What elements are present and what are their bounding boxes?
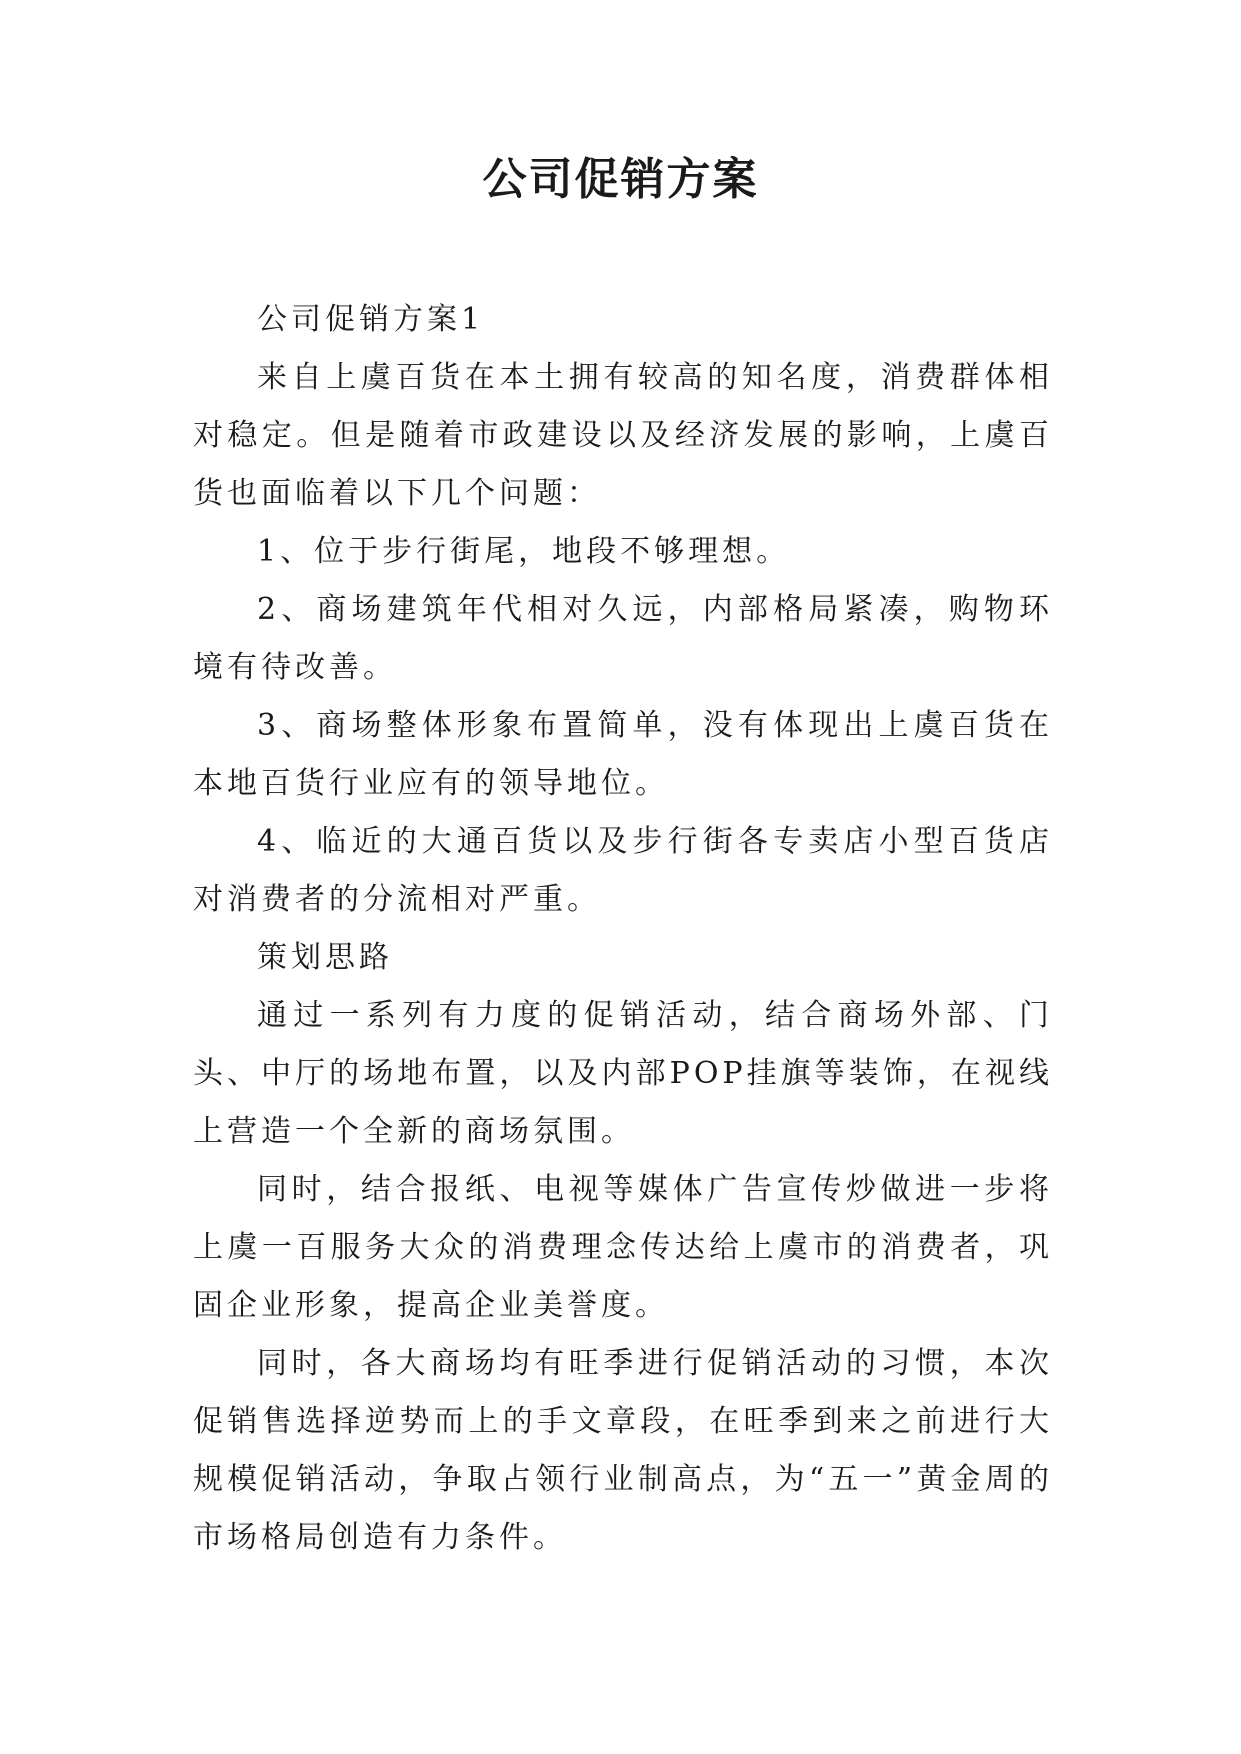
planning-paragraph-1: 通过一系列有力度的促销活动，结合商场外部、门头、中厅的场地布置，以及内部POP挂旗等装饰，在视线上营造一个全新的商场氛围。 bbox=[193, 998, 1053, 1149]
document-body bbox=[193, 291, 1053, 1567]
section-heading: 公司促销方案1 bbox=[257, 302, 485, 337]
subheading-planning: 策划思路 bbox=[257, 940, 393, 975]
planning-paragraph-2: 同时，结合报纸、电视等媒体广告宣传炒做进一步将上虞一百服务大众的消费理念传达给上虞市的消费者，巩固企业形象，提高企业美誉度。 bbox=[193, 1172, 1053, 1323]
problem-item-4: 4、临近的大通百货以及步行街各专卖店小型百货店对消费者的分流相对严重。 bbox=[193, 824, 1053, 917]
planning-paragraph-3: 同时，各大商场均有旺季进行促销活动的习惯，本次促销售选择逆势而上的手文章段，在旺季到来之前进行大规模促销活动，争取占领行业制高点，为“五一”黄金周的市场格局创造有力条件。 bbox=[193, 1346, 1053, 1555]
document-title: 公司促销方案 bbox=[482, 154, 759, 205]
problem-item-3: 3、商场整体形象布置简单，没有体现出上虞百货在本地百货行业应有的领导地位。 bbox=[193, 708, 1053, 801]
problem-item-2: 2、商场建筑年代相对久远，内部格局紧凑，购物环境有待改善。 bbox=[193, 592, 1053, 685]
intro-paragraph: 来自上虞百货在本土拥有较高的知名度，消费群体相对稳定。但是随着市政建设以及经济发展的影响，上虞百货也面临着以下几个问题： bbox=[193, 360, 1053, 511]
problem-item-1: 1、位于步行街尾，地段不够理想。 bbox=[257, 534, 791, 569]
